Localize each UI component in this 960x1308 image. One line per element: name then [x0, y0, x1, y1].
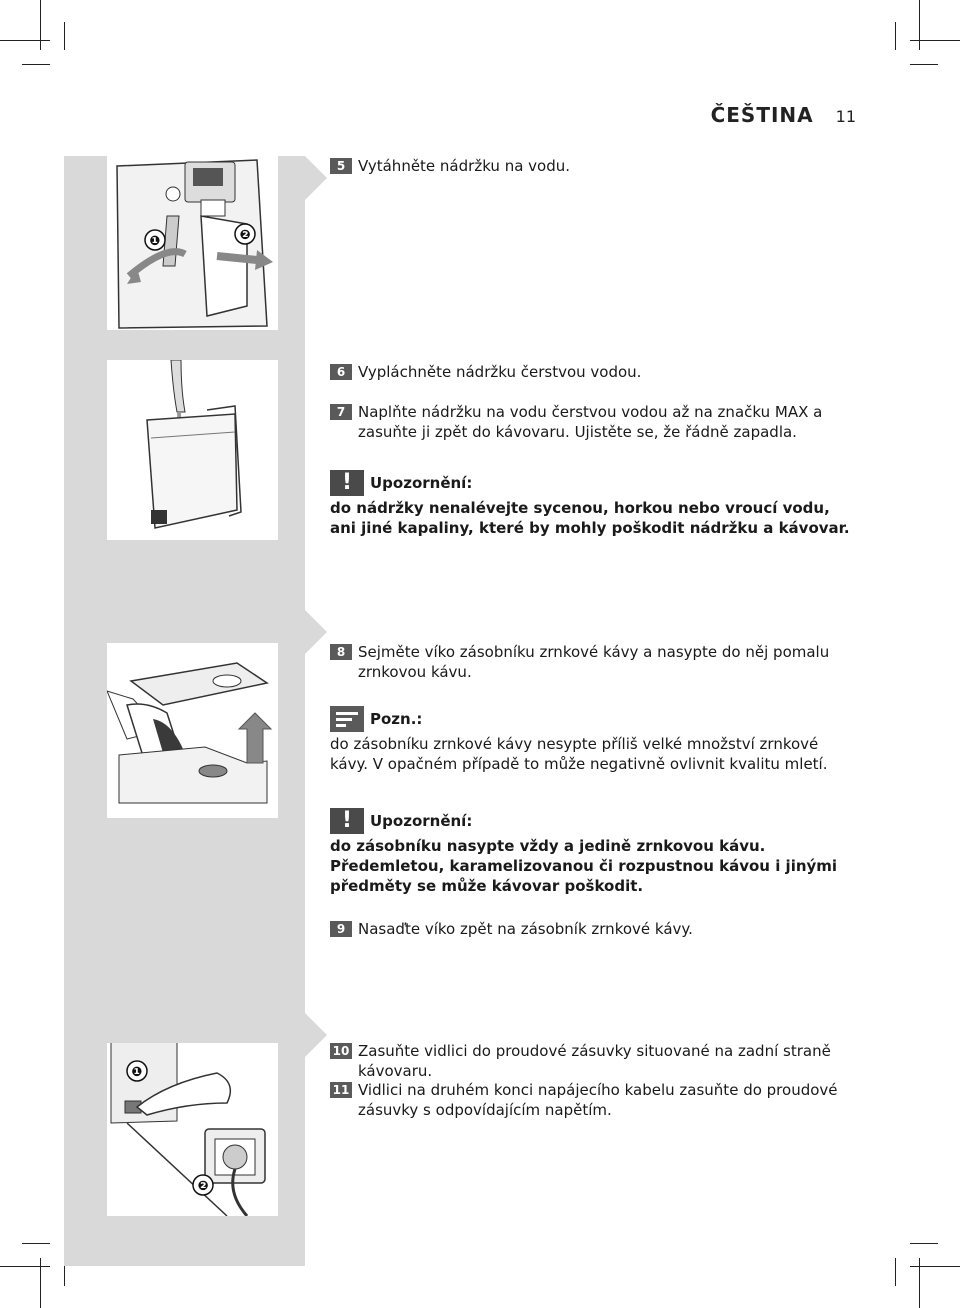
note-title: Pozn.:	[370, 710, 423, 728]
crop-mark	[910, 1243, 938, 1244]
crop-mark	[22, 64, 50, 65]
step-text: Sejměte víko zásobníku zrnkové kávy a nasypte do něj pomalu zrnkovou kávu.	[358, 643, 830, 681]
warning-icon: !	[330, 470, 364, 496]
step-8	[330, 642, 845, 682]
crop-mark	[22, 1243, 50, 1244]
crop-mark	[64, 22, 65, 50]
warning-title: Upozornění:	[370, 474, 473, 492]
step-text: Naplňte nádržku na vodu čerstvou vodou až na značku MAX a zasuňte ji zpět do kávovaru. Ujistěte se, že řádně zapadla.	[358, 403, 823, 441]
page-number: 11	[835, 107, 856, 126]
warning-title: Upozornění:	[370, 812, 473, 830]
band-wedge	[305, 156, 327, 200]
step-text: Nasaďte víko zpět na zásobník zrnkové kávy.	[358, 920, 693, 938]
crop-mark	[895, 22, 896, 50]
step-number: 8	[330, 644, 352, 660]
crop-mark	[0, 40, 50, 41]
marker-2: ❷	[197, 1179, 209, 1194]
warning-icon: !	[330, 808, 364, 834]
marker-2: ❷	[239, 228, 251, 243]
warning-tank	[330, 470, 850, 538]
warning-beans	[330, 808, 850, 896]
step-7	[330, 402, 845, 442]
crop-mark	[919, 0, 920, 50]
crop-mark	[40, 0, 41, 50]
step-number: 10	[330, 1043, 352, 1059]
crop-mark	[910, 1266, 960, 1267]
marker-1: ❶	[131, 1065, 143, 1080]
crop-mark	[0, 1266, 50, 1267]
step-5	[330, 156, 845, 176]
crop-mark	[895, 1258, 896, 1286]
step-text: Zasuňte vidlici do proudové zásuvky situované na zadní straně kávovaru.	[358, 1042, 831, 1080]
language-label: ČEŠTINA	[710, 103, 814, 127]
illustration-fill-beans	[107, 643, 278, 818]
step-text: Vypláchněte nádržku čerstvou vodou.	[358, 363, 642, 381]
step-9	[330, 919, 845, 939]
illustration-remove-tank	[107, 156, 278, 330]
step-number: 5	[330, 158, 352, 174]
band-wedge	[305, 610, 327, 654]
note-text: do zásobníku zrnkové kávy nesypte příliš velké množství zrnkové kávy. V opačném případě to může negativně ovlivnit kvalitu mletí.	[330, 735, 828, 773]
step-number: 9	[330, 921, 352, 937]
step-number: 11	[330, 1082, 352, 1098]
crop-mark	[910, 40, 960, 41]
note-beans	[330, 706, 850, 774]
step-6	[330, 362, 845, 382]
step-text: Vytáhněte nádržku na vodu.	[358, 157, 571, 175]
warning-text: do nádržky nenalévejte sycenou, horkou nebo vroucí vodu, ani jiné kapaliny, které by mohly poškodit nádržku a kávovar.	[330, 499, 850, 537]
crop-mark	[910, 64, 938, 65]
band-wedge	[305, 1013, 327, 1057]
step-number: 6	[330, 364, 352, 380]
step-text: Vidlici na druhém konci napájecího kabelu zasuňte do proudové zásuvky s odpovídajícím napětím.	[358, 1081, 838, 1119]
step-11	[330, 1080, 845, 1120]
step-10	[330, 1041, 845, 1081]
warning-text: do zásobníku nasypte vždy a jedině zrnkovou kávu. Předemletou, karamelizovanou či rozpustnou kávou i jinými předměty se může kávovar poškodit.	[330, 837, 838, 895]
step-number: 7	[330, 404, 352, 420]
illustration-fill-tank	[107, 360, 278, 540]
marker-1: ❶	[149, 234, 161, 249]
page-header	[711, 103, 856, 127]
note-icon	[330, 706, 364, 732]
crop-mark	[919, 1258, 920, 1308]
illustration-plug-in	[107, 1043, 278, 1216]
crop-mark	[40, 1258, 41, 1308]
